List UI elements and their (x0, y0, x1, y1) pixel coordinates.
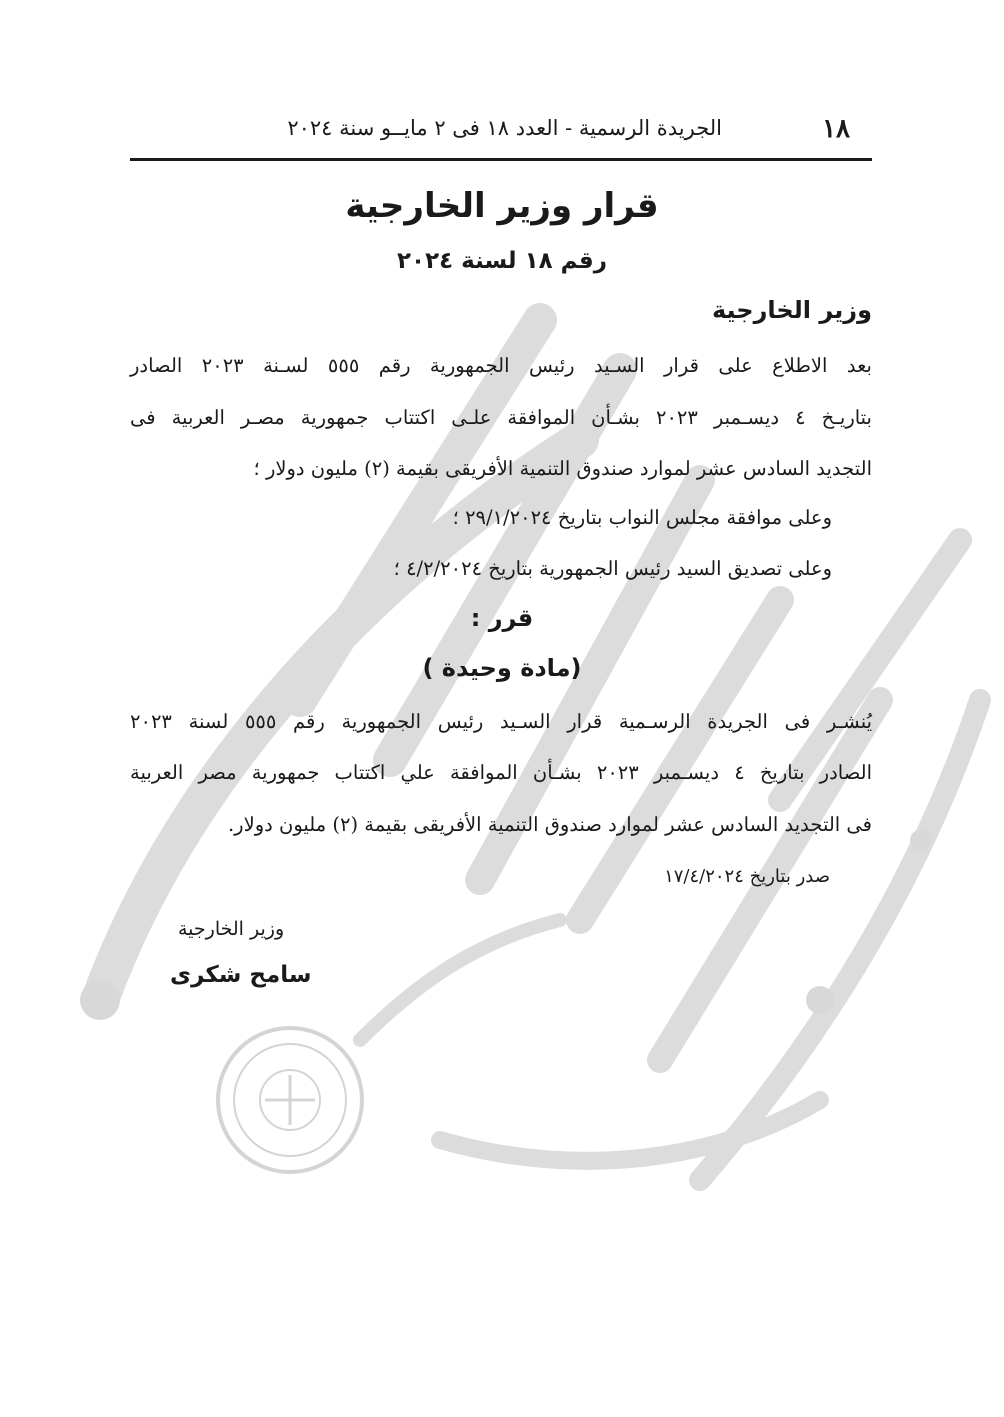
preamble-line: بعد الاطلاع على قرار السـيد رئيس الجمهورية رقم ٥٥٥ لسـنة ٢٠٢٣ الصادر (130, 354, 872, 377)
article-line: فى التجديد السادس عشر لموارد صندوق التنمية الأفريقى بقيمة (٢) مليون دولار. (227, 813, 872, 836)
decree-number: رقم ١٨ لسنة ٢٠٢٤ (397, 248, 607, 274)
article-line: يُنشـر فى الجريدة الرسـمية قرار السـيد رئيس الجمهورية رقم ٥٥٥ لسنة ٢٠٢٣ (130, 710, 873, 733)
issue-date: صدر بتاريخ ١٧/٤/٢٠٢٤ (664, 866, 830, 887)
preamble-line: وعلى تصديق السيد رئيس الجمهورية بتاريخ ٤/٢/٢٠٢٤ ؛ (393, 557, 832, 580)
decree-title: قرار وزير الخارجية (345, 186, 659, 226)
preamble-line: التجديد السادس عشر لموارد صندوق التنمية الأفريقى بقيمة (٢) مليون دولار ؛ (253, 457, 872, 480)
preamble-line: وعلى موافقة مجلس النواب بتاريخ ٢٩/١/٢٠٢٤ ؛ (452, 506, 832, 529)
signatory-name: سامح شكرى (170, 962, 312, 988)
signatory-title: وزير الخارجية (178, 918, 285, 940)
preamble-line: بتاريـخ ٤ ديسـمبر ٢٠٢٣ بشـأن الموافقة علـى اكتتاب جمهورية مصـر العربية فى (130, 406, 872, 429)
page-number: ١٨ (822, 114, 850, 144)
article-line: الصادر بتاريخ ٤ ديسـمبر ٢٠٢٣ بشـأن الموافقة علي اكتتاب جمهورية مصر العربية (130, 761, 872, 784)
article-heading: (مادة وحيدة ) (422, 654, 582, 682)
decided-heading: قرر : (470, 604, 534, 632)
running-title: الجريدة الرسمية - العدد ١٨ فى ٢ مايــو سنة ٢٠٢٤ (287, 116, 722, 140)
page-header (130, 112, 872, 161)
issuer-heading: وزير الخارجية (711, 296, 872, 324)
